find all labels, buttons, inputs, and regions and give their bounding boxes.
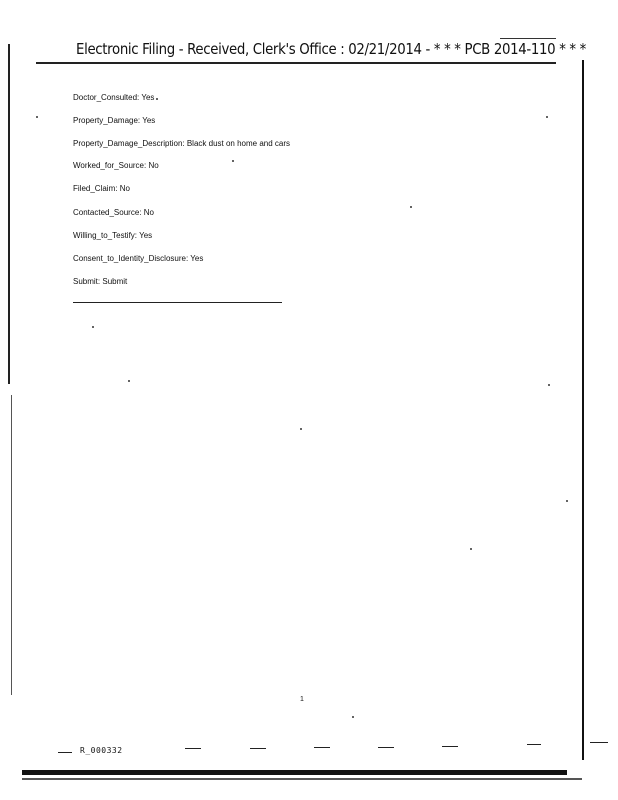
scan-speck — [410, 206, 412, 208]
scan-border-left — [8, 44, 10, 384]
footer-dash — [58, 752, 72, 753]
scan-speck — [232, 160, 234, 162]
field-label: Contacted_Source: — [73, 208, 142, 217]
field-value: Submit — [102, 277, 128, 286]
footer-dash — [527, 744, 541, 745]
footer-dash — [314, 747, 330, 748]
field-label: Property_Damage: — [73, 116, 141, 125]
bates-number: R_000332 — [80, 746, 123, 755]
footer-dash — [185, 748, 201, 749]
field-label: Consent_to_Identity_Disclosure: — [73, 254, 189, 263]
page-number: 1 — [300, 696, 304, 703]
scan-speck — [156, 98, 158, 100]
field-filed-claim — [73, 184, 130, 193]
field-value: No — [148, 161, 159, 170]
field-submit — [73, 277, 127, 286]
field-value: No — [119, 184, 130, 193]
field-value: Black dust on home and cars — [186, 139, 291, 148]
scan-border-right — [582, 60, 584, 760]
field-doctor-consulted — [73, 93, 154, 102]
scan-border-bottom — [22, 770, 567, 775]
filing-stamp-header: Electronic Filing - Received, Clerk's Office : 02/21/2014 - * * * PCB 2014-110 * * * — [76, 40, 586, 58]
field-worked-for-source — [73, 161, 159, 170]
scan-speck — [92, 326, 94, 328]
field-value: Yes — [142, 116, 156, 125]
field-label: Doctor_Consulted: — [73, 93, 140, 102]
field-label: Willing_to_Testify: — [73, 231, 138, 240]
field-label: Filed_Claim: — [73, 184, 118, 193]
scan-border-bottom-shadow — [22, 778, 582, 780]
field-value: No — [143, 208, 154, 217]
field-property-damage-description — [73, 139, 290, 148]
scan-speck — [128, 380, 130, 382]
field-willing-to-testify — [73, 231, 152, 240]
footer-dash — [442, 746, 458, 747]
field-value: Yes — [190, 254, 204, 263]
scan-speck — [300, 428, 302, 430]
footer-dash — [590, 742, 608, 743]
signature-rule — [73, 302, 282, 303]
field-contacted-source — [73, 208, 154, 217]
field-label: Property_Damage_Description: — [73, 139, 185, 148]
scan-mark-top — [500, 38, 556, 39]
field-property-damage — [73, 116, 155, 125]
field-value: Yes — [141, 93, 155, 102]
header-rule — [36, 62, 556, 64]
footer-dash — [378, 747, 394, 748]
field-label: Worked_for_Source: — [73, 161, 147, 170]
scan-border-left-lower — [11, 395, 12, 695]
field-value: Yes — [139, 231, 153, 240]
scan-speck — [36, 116, 38, 118]
field-consent-to-identity-disclosure — [73, 254, 203, 263]
scan-speck — [470, 548, 472, 550]
scan-speck — [566, 500, 568, 502]
scan-speck — [546, 116, 548, 118]
scan-speck — [548, 384, 550, 386]
footer-dash — [250, 748, 266, 749]
field-label: Submit: — [73, 277, 101, 286]
scan-speck — [352, 716, 354, 718]
